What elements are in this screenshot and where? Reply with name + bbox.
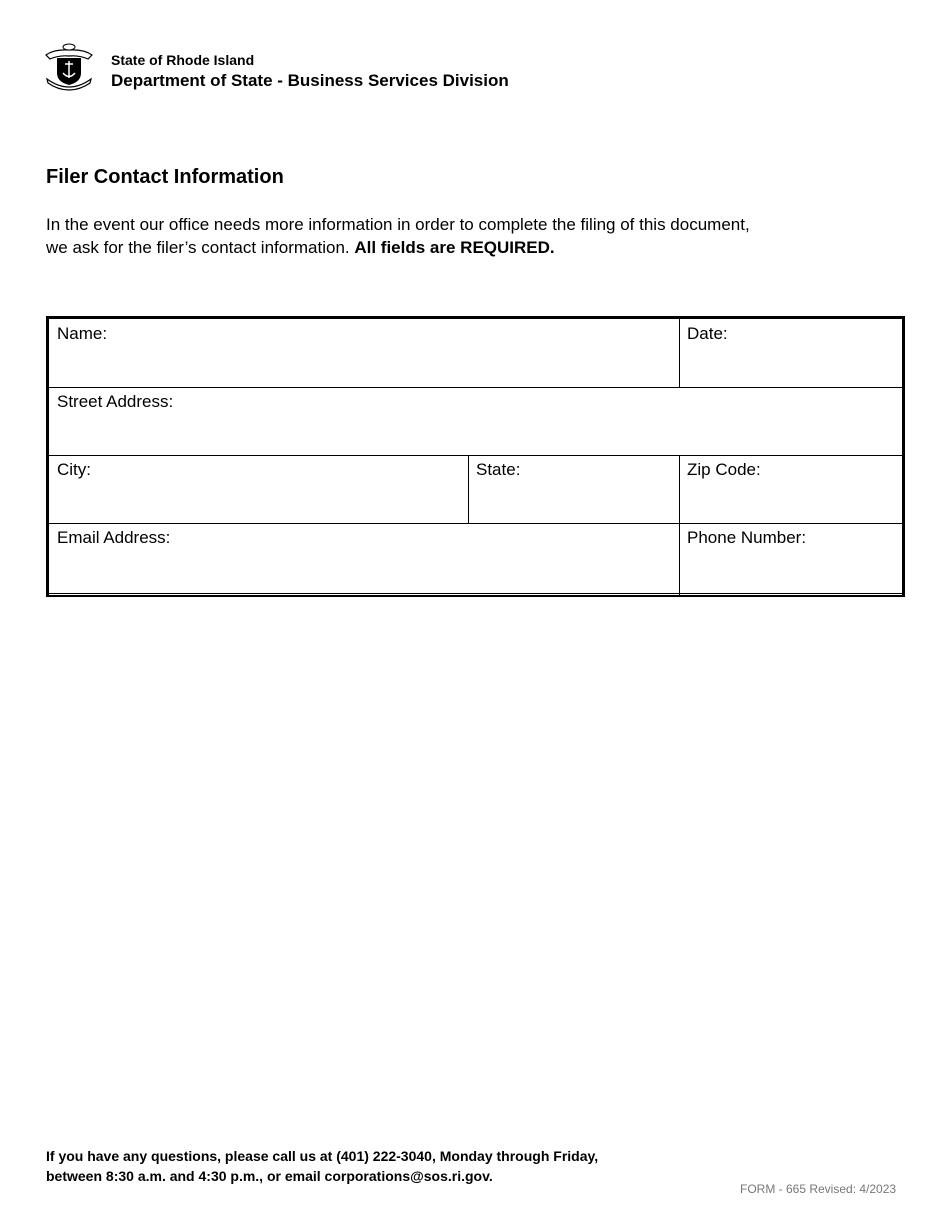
form-number: FORM - 665 Revised: 4/2023 — [740, 1182, 897, 1196]
street-address-label: Street Address: — [57, 392, 174, 411]
city-field[interactable] — [49, 455, 468, 523]
email-address-field[interactable] — [49, 523, 679, 593]
intro-text — [46, 213, 766, 259]
rhode-island-seal-icon — [44, 43, 94, 91]
state-label: State: — [476, 460, 521, 479]
zip-code-field[interactable] — [679, 455, 902, 523]
footer-line-2: between 8:30 a.m. and 4:30 p.m., or email corporations@sos.ri.gov. — [46, 1168, 493, 1184]
name-label: Name: — [57, 324, 108, 343]
phone-number-label: Phone Number: — [687, 528, 807, 547]
state-field[interactable] — [468, 455, 679, 523]
zip-code-label: Zip Code: — [687, 460, 761, 479]
footer-contact — [46, 1146, 598, 1186]
email-address-label: Email Address: — [57, 528, 171, 547]
street-address-field[interactable] — [49, 387, 902, 455]
city-label: City: — [57, 460, 91, 479]
name-field[interactable] — [49, 319, 679, 387]
date-label: Date: — [687, 324, 728, 343]
footer-line-1: If you have any questions, please call us at (401) 222-3040, Monday through Friday, — [46, 1148, 599, 1164]
phone-number-field[interactable] — [679, 523, 902, 593]
state-name: State of Rhode Island — [111, 52, 255, 68]
required-notice: All fields are REQUIRED. — [354, 238, 555, 257]
date-field[interactable] — [679, 319, 902, 387]
intro-body: In the event our office needs more information in order to complete the filing of this document, we ask for the filer’s contact information. — [46, 215, 750, 257]
contact-form-table — [46, 316, 905, 596]
page-title: Filer Contact Information — [46, 166, 284, 188]
table-bottom-border — [46, 593, 905, 597]
department-name: Department of State - Business Services Division — [111, 71, 509, 90]
